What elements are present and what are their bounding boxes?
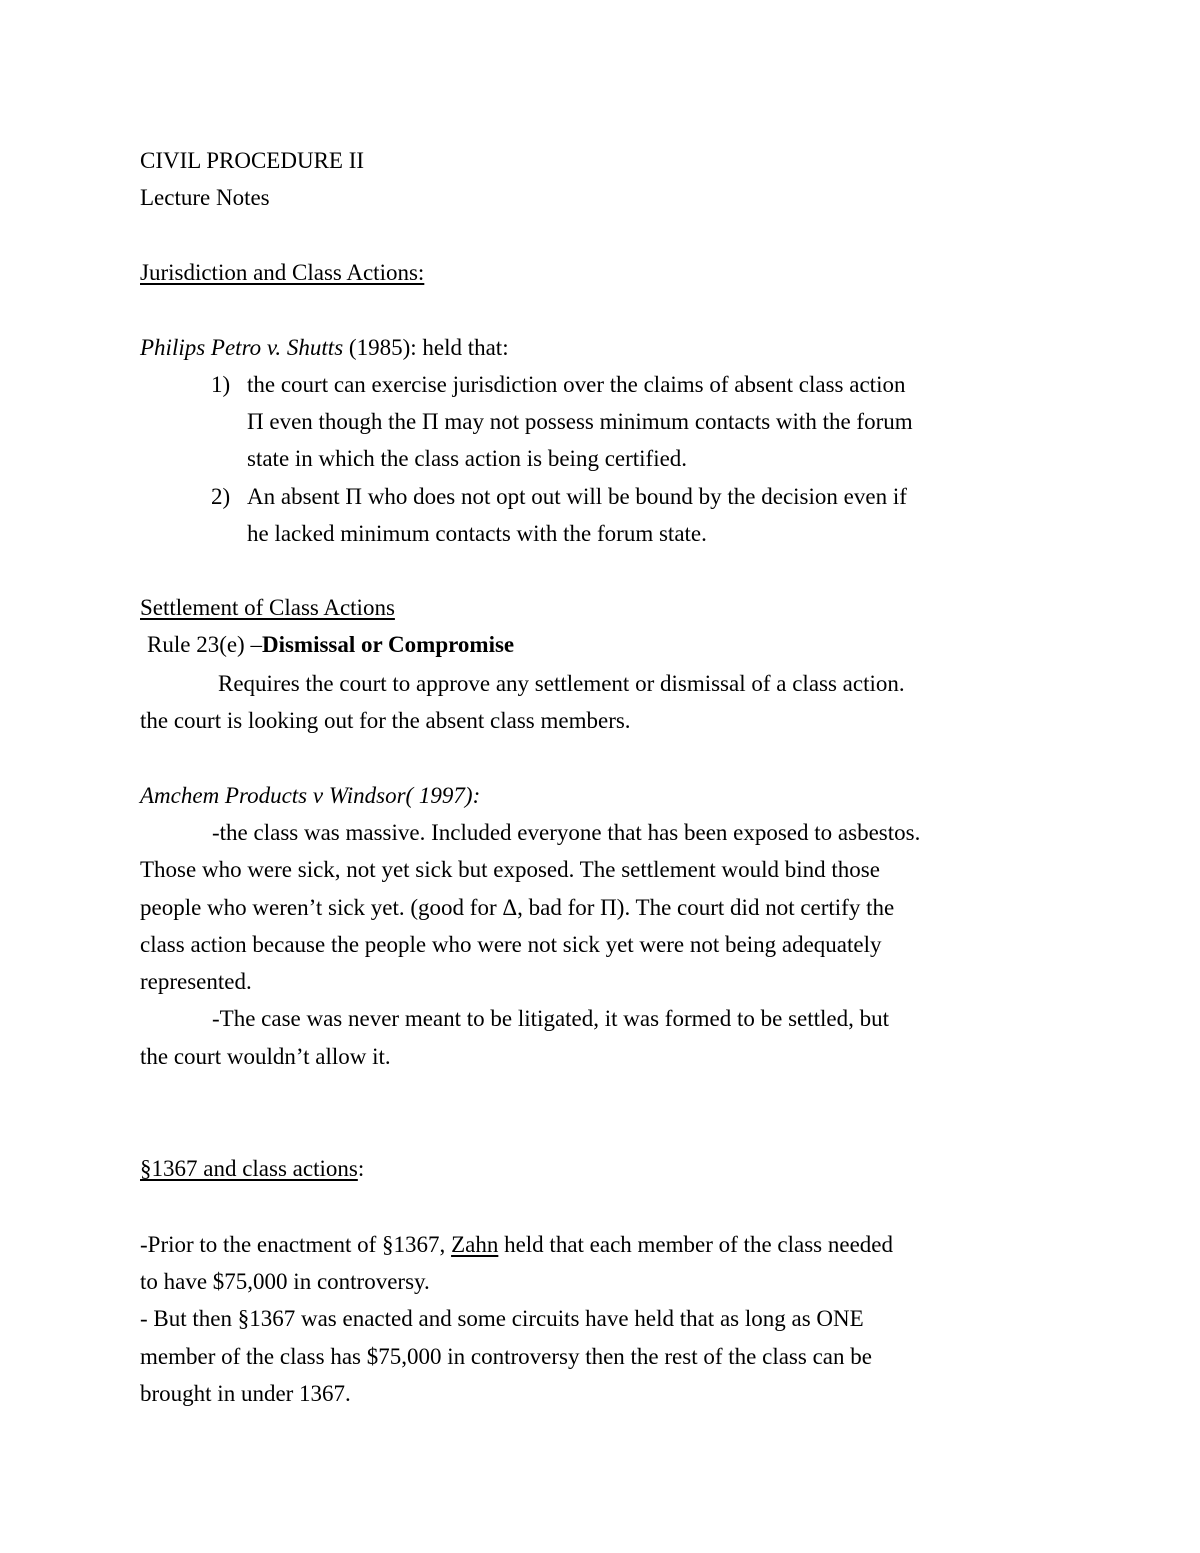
section-heading-colon: : [357,1156,365,1181]
paragraph-line: the court wouldn’t allow it. [140,1044,391,1069]
rule-heading [147,633,514,656]
case-name: Philips Petro v. Shutts [140,335,344,360]
list-item-line: he lacked minimum contacts with the forum state. [247,521,707,546]
case-citation-rest: (1985): held that: [343,335,509,360]
paragraph-line: people who weren’t sick yet. (good for Δ, bad for Π). The court did not certify the [140,895,895,920]
paragraph-text: held that each member of the class needed [498,1232,893,1257]
section-heading-jurisdiction: Jurisdiction and Class Actions: [140,260,425,285]
section-heading-text: §1367 and class actions [140,1156,358,1181]
paragraph-line: -the class was massive. Included everyone that has been exposed to asbestos. [212,820,921,845]
list-item-line: Π even though the Π may not possess minimum contacts with the forum [247,409,913,434]
paragraph-line [140,1233,893,1256]
paragraph-line: Those who were sick, not yet sick but exposed. The settlement would bind those [140,857,880,882]
paragraph-line: -The case was never meant to be litigated, it was formed to be settled, but [212,1006,889,1031]
document-title: CIVIL PROCEDURE II [140,148,365,173]
list-marker-2: 2) [211,484,231,509]
paragraph-line: represented. [140,969,252,994]
case-name-zahn: Zahn [451,1232,499,1257]
paragraph-line: class action because the people who were not sick yet were not being adequately [140,932,882,957]
paragraph-line: - But then §1367 was enacted and some circuits have held that as long as ONE [140,1306,864,1331]
list-item-line: the court can exercise jurisdiction over the claims of absent class action [247,372,906,397]
section-heading-settlement: Settlement of Class Actions [140,595,395,620]
list-item-line: An absent Π who does not opt out will be bound by the decision even if [247,484,907,509]
document-subtitle: Lecture Notes [140,185,270,210]
paragraph-line: the court is looking out for the absent class members. [140,708,631,733]
paragraph-text: -Prior to the enactment of §1367, [140,1232,452,1257]
rule-title: Dismissal or Compromise [261,632,515,657]
list-item-line: state in which the class action is being certified. [247,446,688,471]
section-heading-1367 [140,1157,364,1180]
case-citation-shutts [140,336,509,359]
paragraph-line: to have $75,000 in controversy. [140,1269,430,1294]
rule-number: Rule 23(e) – [147,632,262,657]
list-marker-1: 1) [211,372,231,397]
paragraph-line: member of the class has $75,000 in controversy then the rest of the class can be [140,1344,872,1369]
paragraph-line: brought in under 1367. [140,1381,351,1406]
case-citation-amchem: Amchem Products v Windsor( 1997): [140,783,481,808]
paragraph-line: Requires the court to approve any settlement or dismissal of a class action. [218,671,905,696]
